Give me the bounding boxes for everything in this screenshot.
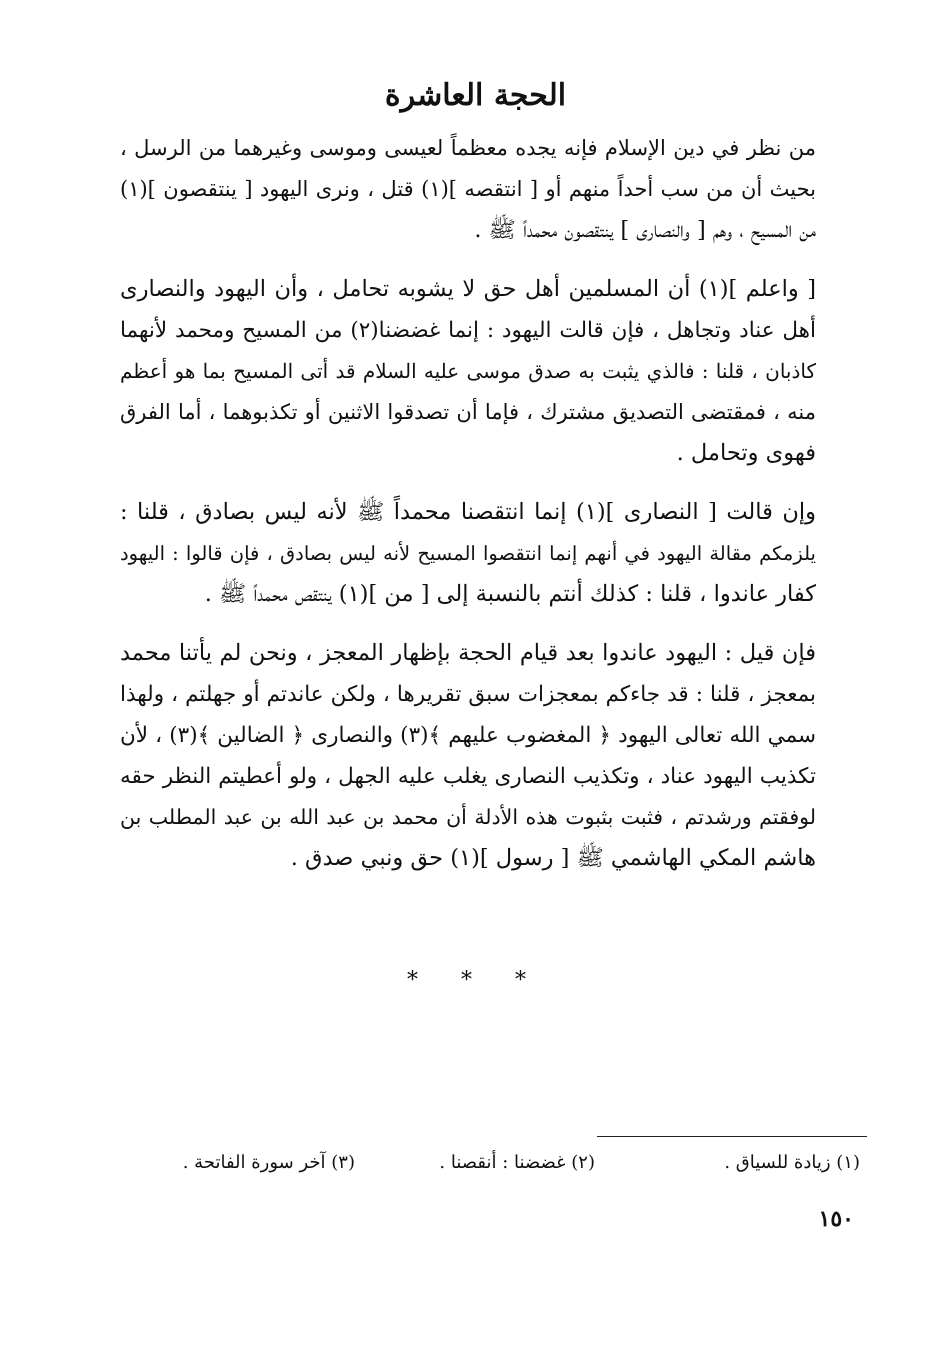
text-line: هاشم المكي الهاشمي ﷺ [ رسول ](١) حق ونبي صدق . — [290, 845, 816, 871]
text-line: بحيث أن من سب أحداً منهم أو [ انتقصه ](١) قتل ، ونرى اليهود [ ينتقصون ](١) — [120, 177, 816, 201]
text-line: لوفقتم ورشدتم ، فثبت بثبوت هذه الأدلة أن محمد بن عبد الله بن عبد المطلب بن — [120, 805, 816, 829]
footnote-2: (٢) غضضنا : أنقصنا . — [439, 1152, 595, 1173]
text-line: أهل عناد وتجاهل ، فإن قالت اليهود : إنما غضضنا(٢) من المسيح ومحمد لأنهما — [120, 318, 816, 343]
section-title: الحجة العاشرة — [384, 78, 567, 113]
text-line: تكذيب اليهود عناد ، وتكذيب النصارى يغلب عليه الجهل ، ولو أعطيتم النظر حقه — [120, 764, 816, 789]
text-line: من المسيح ، وهم [ والنصارى ] ينتقصون محمداً ﷺ . — [474, 217, 816, 243]
footnote-3: (٣) آخر سورة الفاتحة . — [182, 1152, 355, 1173]
paragraph-2 — [120, 269, 846, 474]
footnotes — [120, 1152, 860, 1182]
section-separator: * * * — [407, 968, 544, 993]
text-line: كاذبان ، قلنا : فالذي يثبت به صدق موسى عليه السلام قد أتى المسيح بما هو أعظم — [120, 359, 816, 383]
page-number: ١٥٠ — [818, 1206, 854, 1232]
text-line: فإن قيل : اليهود عاندوا بعد قيام الحجة بإظهار المعجز ، ونحن لم يأتنا محمد — [120, 640, 816, 666]
footnote-1: (١) زيادة للسياق . — [724, 1152, 860, 1173]
text-line: فهوى وتحامل . — [676, 440, 816, 466]
text-line: منه ، فمقتضى التصديق مشترك ، فإما أن تصدقوا الاثنين أو تكذبوهما ، أما الفرق — [120, 400, 816, 424]
body-text — [120, 128, 846, 897]
text-line: يلزمكم مقالة اليهود في أنهم إنما انتقصوا المسيح لأنه ليس بصادق ، فإن قالوا : اليهود — [120, 542, 816, 565]
text-line: من نظر في دين الإسلام فإنه يجده معظماً لعيسى وموسى وغيرهما من الرسل ، — [120, 136, 816, 160]
text-line: سمي الله تعالى اليهود ﴿ المغضوب عليهم ﴾(٣) والنصارى ﴿ الضالين ﴾(٣) ، لأن — [120, 723, 817, 748]
text-line: وإن قالت [ النصارى ](١) إنما انتقصنا محمداً ﷺ لأنه ليس بصادق ، قلنا : — [120, 499, 816, 525]
paragraph-4 — [120, 633, 846, 879]
footnote-divider — [597, 1136, 867, 1137]
paragraph-3 — [120, 492, 846, 615]
text-line: بمعجز ، قلنا : قد جاءكم بمعجزات سبق تقريرها ، ولكن عاندتم أو جهلتم ، ولهذا — [120, 682, 816, 707]
text-line: [ واعلم ](١) أن المسلمين أهل حق لا يشوبه تحامل ، وأن اليهود والنصارى — [120, 276, 817, 302]
text-line: كفار عاندوا ، قلنا : كذلك أنتم بالنسبة إلى [ من ](١) ينتقص محمداً ﷺ . — [204, 581, 816, 607]
paragraph-1 — [120, 128, 846, 251]
